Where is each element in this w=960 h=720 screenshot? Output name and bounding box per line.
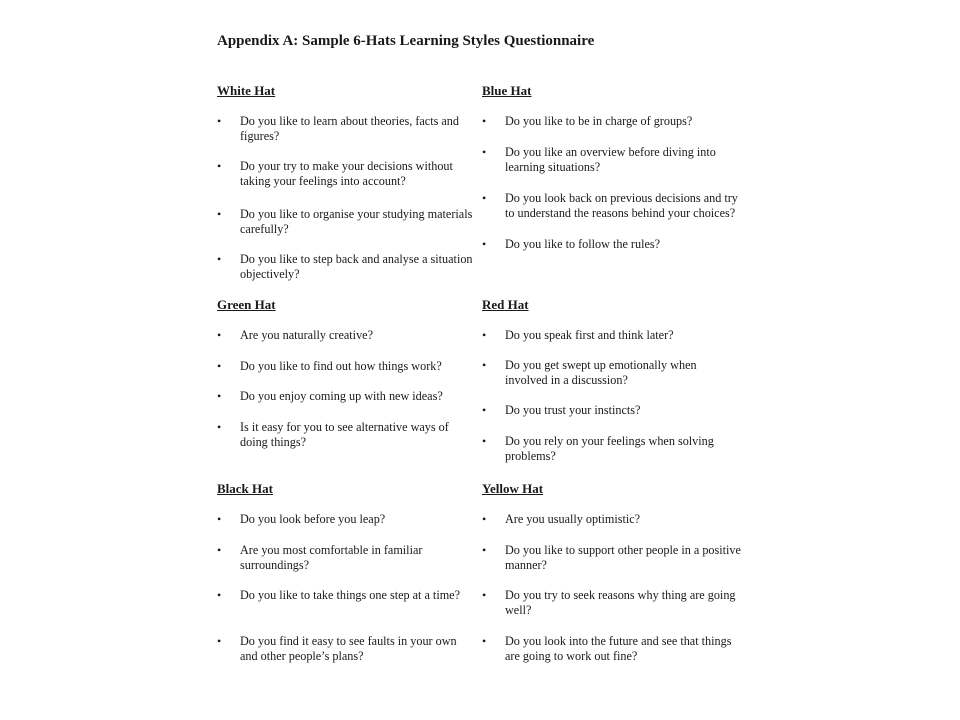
question-text: Do you trust your instincts? (505, 403, 641, 417)
question-item (482, 237, 744, 252)
bullet-icon: • (482, 191, 487, 205)
question-text: Do you try to seek reasons why thing are going well? (505, 588, 736, 617)
question-text: Are you usually optimistic? (505, 512, 641, 526)
question-item (217, 588, 479, 603)
question-text: Do you look into the future and see that things are going to work out fine? (505, 634, 732, 663)
page-title: Appendix A: Sample 6-Hats Learning Styles Questionnaire (217, 33, 595, 49)
section-heading: Green Hat (217, 297, 276, 312)
question-text: Do you enjoy coming up with new ideas? (240, 389, 443, 403)
question-item (217, 359, 479, 374)
question-text: Do you find it easy to see faults in your own and other people’s plans? (240, 634, 457, 663)
bullet-icon: • (482, 328, 487, 342)
section-heading: Black Hat (217, 481, 273, 496)
section-heading: Yellow Hat (482, 481, 544, 496)
question-text: Do you like an overview before diving into learning situations? (505, 145, 716, 174)
section-heading: Red Hat (482, 297, 529, 312)
bullet-icon: • (217, 588, 222, 602)
bullet-icon: • (217, 512, 222, 526)
bullet-icon: • (482, 543, 487, 557)
question-text: Do you get swept up emotionally when involved in a discussion? (505, 358, 697, 387)
question-item (217, 207, 479, 237)
bullet-icon: • (482, 634, 487, 648)
question-text: Do you like to step back and analyse a situation objectively? (240, 252, 473, 281)
question-item (482, 588, 744, 618)
bullet-icon: • (482, 512, 487, 526)
question-text: Do you like to take things one step at a time? (240, 588, 460, 602)
bullet-icon: • (217, 207, 222, 221)
question-item (482, 358, 744, 388)
question-item (482, 114, 744, 129)
bullet-icon: • (217, 389, 222, 403)
question-item (217, 328, 479, 343)
question-item (217, 114, 479, 144)
bullet-icon: • (217, 543, 222, 557)
question-item (217, 159, 479, 189)
question-text: Do you like to learn about theories, facts and figures? (240, 114, 459, 143)
question-text: Do you look before you leap? (240, 512, 386, 526)
section-heading: Blue Hat (482, 83, 532, 98)
bullet-icon: • (217, 114, 222, 128)
question-text: Do your try to make your decisions without taking your feelings into account? (240, 159, 453, 188)
section-white-hat (217, 83, 479, 288)
question-item (217, 389, 479, 404)
section-red-hat (482, 297, 744, 472)
question-item (482, 543, 744, 573)
bullet-icon: • (217, 359, 222, 373)
section-green-hat (217, 297, 479, 462)
question-item (217, 512, 479, 527)
section-black-hat (217, 481, 479, 671)
bullet-icon: • (217, 634, 222, 648)
bullet-icon: • (482, 588, 487, 602)
question-item (482, 403, 744, 418)
question-text: Do you like to organise your studying materials carefully? (240, 207, 473, 236)
bullet-icon: • (217, 159, 222, 173)
section-yellow-hat (482, 481, 744, 671)
question-item (482, 145, 744, 175)
bullet-icon: • (482, 237, 487, 251)
question-item (482, 191, 744, 221)
bullet-icon: • (482, 114, 487, 128)
bullet-icon: • (217, 328, 222, 342)
bullet-icon: • (217, 252, 222, 266)
question-item (217, 252, 479, 282)
question-text: Do you rely on your feelings when solving problems? (505, 434, 714, 463)
section-heading: White Hat (217, 83, 276, 98)
question-item (217, 543, 479, 573)
bullet-icon: • (482, 358, 487, 372)
question-text: Is it easy for you to see alternative ways of doing things? (240, 420, 449, 449)
section-blue-hat (482, 83, 744, 263)
bullet-icon: • (482, 434, 487, 448)
question-text: Do you like to follow the rules? (505, 237, 661, 251)
question-text: Do you like to find out how things work? (240, 359, 442, 373)
question-text: Do you look back on previous decisions and try to understand the reasons behind your choices? (505, 191, 738, 220)
question-item (217, 420, 479, 450)
question-item (482, 634, 744, 664)
bullet-icon: • (482, 145, 487, 159)
question-text: Are you naturally creative? (240, 328, 373, 342)
bullet-icon: • (482, 403, 487, 417)
question-text: Are you most comfortable in familiar surroundings? (240, 543, 423, 572)
question-item (482, 512, 744, 527)
question-item (482, 328, 744, 343)
question-item (482, 434, 744, 464)
question-text: Do you speak first and think later? (505, 328, 674, 342)
question-item (217, 634, 479, 664)
bullet-icon: • (217, 420, 222, 434)
question-text: Do you like to be in charge of groups? (505, 114, 693, 128)
question-text: Do you like to support other people in a positive manner? (505, 543, 741, 572)
